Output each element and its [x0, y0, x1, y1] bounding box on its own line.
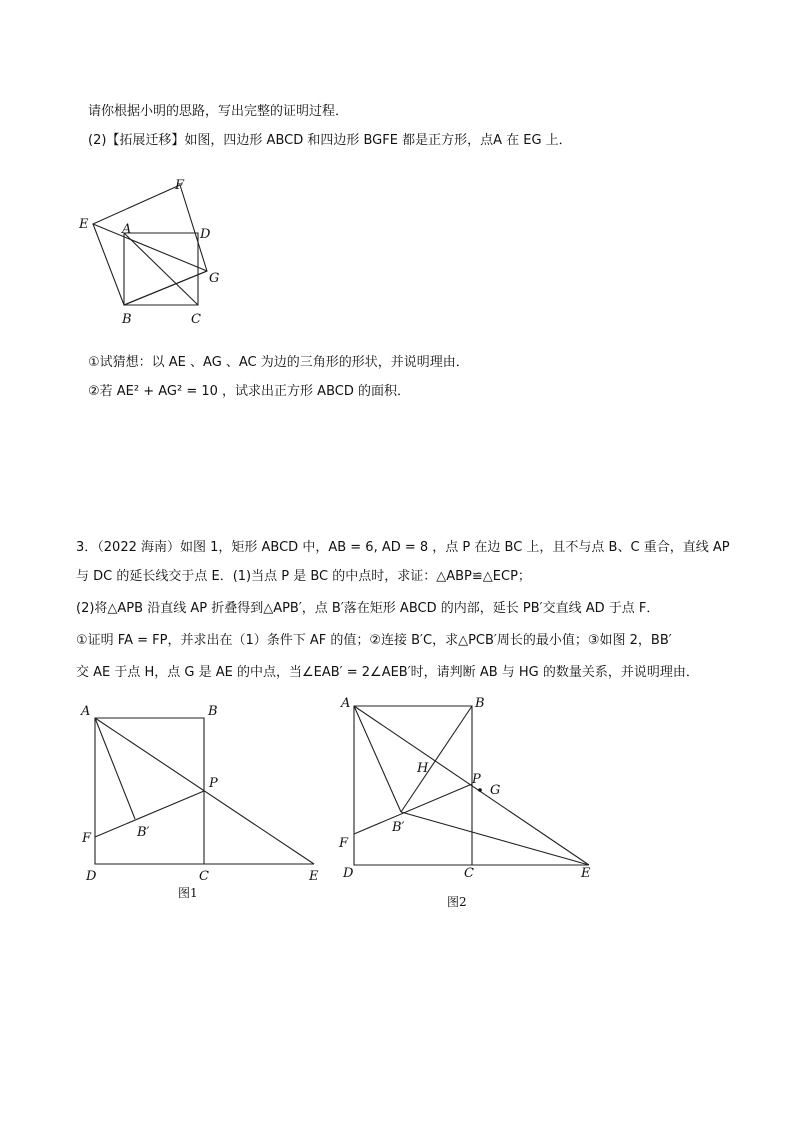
label-e: E — [581, 866, 591, 881]
paragraph-4: ②若 AE² + AG² = 10 ，试求出正方形 ABCD 的面积． — [88, 384, 410, 399]
paragraph-7: (2)将△APB 沿直线 AP 折叠得到△APB′，点 B′落在矩形 ABCD 的内部，延长 PB′交直线 AD 于点 F． — [76, 601, 660, 616]
label-b-prime: B′ — [392, 820, 405, 835]
label-c: C — [199, 869, 209, 884]
label-d: D — [86, 869, 97, 884]
label-e: E — [79, 217, 89, 232]
segment-eg — [93, 224, 207, 271]
rectangle-abcd — [354, 706, 472, 865]
label-h: H — [417, 761, 429, 776]
label-p: P — [472, 772, 481, 787]
point-g — [478, 788, 482, 792]
paragraph-6: 与 DC 的延长线交于点 E．(1)当点 P 是 BC 的中点时，求证：△ABP≌△ECP； — [76, 569, 531, 584]
rectangle-abcd — [95, 718, 204, 864]
segment-b-prime-e — [401, 812, 589, 865]
figure-1-caption: 图1 — [178, 886, 198, 900]
paragraph-1: 请你根据小明的思路，写出完整的证明过程． — [88, 104, 349, 119]
label-c: C — [464, 866, 474, 881]
label-d: D — [343, 866, 354, 881]
paragraph-2: (2)【拓展迁移】如图，四边形 ABCD 和四边形 BGFE 都是正方形，点A 在 EG 上． — [88, 133, 572, 148]
segment-ac — [124, 233, 198, 305]
paragraph-5: 3．（2022 海南）如图 1，矩形 ABCD 中，AB = 6, AD = 8 ，点 P 在边 BC 上，且不与点 B、C 重合，直线 AP — [76, 540, 730, 555]
label-b-prime: B′ — [137, 825, 150, 840]
label-a: A — [81, 704, 91, 719]
figure-squares — [75, 170, 235, 330]
label-a: A — [341, 696, 351, 711]
label-p: P — [209, 776, 218, 791]
label-d: D — [200, 227, 211, 242]
segment-bb-prime — [401, 706, 472, 812]
label-g: G — [209, 271, 220, 286]
figure-1 — [76, 697, 326, 907]
label-f: F — [339, 836, 349, 851]
label-b: B — [122, 312, 132, 327]
segment-ab-prime — [95, 718, 135, 819]
segment-bg — [124, 271, 207, 305]
label-e: E — [309, 869, 319, 884]
paragraph-8: ①证明 FA = FP，并求出在（1）条件下 AF 的值；②连接 B′C，求△PCB′周长的最小值；③如图 2，BB′ — [76, 633, 672, 648]
label-a: A — [122, 222, 132, 237]
label-b: B — [475, 696, 485, 711]
paragraph-3: ①试猜想：以 AE 、AG 、AC 为边的三角形的形状，并说明理由． — [88, 355, 469, 370]
square-bgfe — [93, 185, 207, 305]
paragraph-9: 交 AE 于点 H，点 G 是 AE 的中点，当∠EAB′ = 2∠AEB′时，请判断 AB 与 HG 的数量关系，并说明理由． — [76, 665, 699, 680]
label-f: F — [82, 831, 92, 846]
figure-2-caption: 图2 — [447, 895, 467, 909]
label-c: C — [191, 312, 201, 327]
label-f: F — [175, 178, 185, 193]
figure-2 — [333, 693, 623, 915]
label-b: B — [208, 704, 218, 719]
label-g: G — [490, 783, 501, 798]
